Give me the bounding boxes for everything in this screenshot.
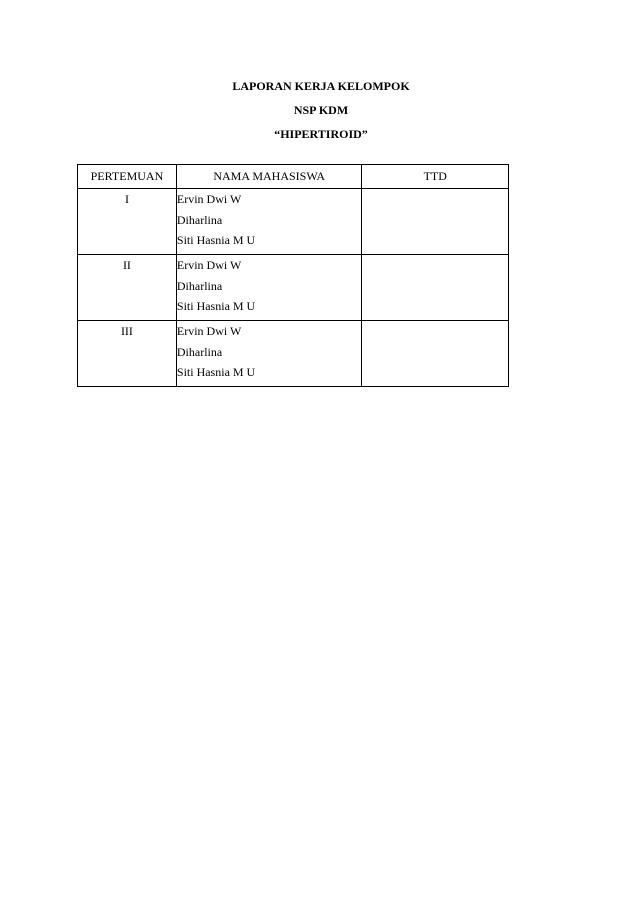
header-pertemuan: PERTEMUAN	[78, 165, 177, 189]
title-line-report: LAPORAN KERJA KELOMPOK	[232, 79, 410, 93]
title-line-topic: “HIPERTIROID”	[274, 127, 368, 141]
meeting-number: I	[78, 189, 177, 255]
table-row	[78, 189, 509, 255]
signature-cell	[362, 321, 509, 387]
document-title	[0, 74, 638, 146]
student-name: Ervin Dwi W	[176, 258, 242, 272]
student-name: Diharlina	[176, 212, 223, 227]
student-name: Diharlina	[176, 344, 223, 359]
student-name: Siti Hasnia M U	[176, 299, 256, 313]
student-name: Siti Hasnia M U	[176, 233, 256, 247]
table-row	[78, 255, 509, 321]
table-header-row	[78, 165, 509, 189]
student-names	[176, 321, 362, 387]
student-name: Ervin Dwi W	[176, 192, 242, 206]
header-nama-mahasiswa: NAMA MAHASISWA	[176, 165, 362, 189]
meeting-number: III	[78, 321, 177, 387]
signature-cell	[362, 255, 509, 321]
student-names	[176, 189, 362, 255]
student-name: Diharlina	[176, 278, 223, 293]
meeting-number: II	[78, 255, 177, 321]
signature-cell	[362, 189, 509, 255]
attendance-table	[77, 164, 509, 387]
title-line-course: NSP KDM	[293, 103, 349, 117]
student-name: Siti Hasnia M U	[176, 365, 256, 379]
header-ttd: TTD	[362, 165, 509, 189]
student-name: Ervin Dwi W	[176, 324, 242, 338]
table-row	[78, 321, 509, 387]
student-names	[176, 255, 362, 321]
